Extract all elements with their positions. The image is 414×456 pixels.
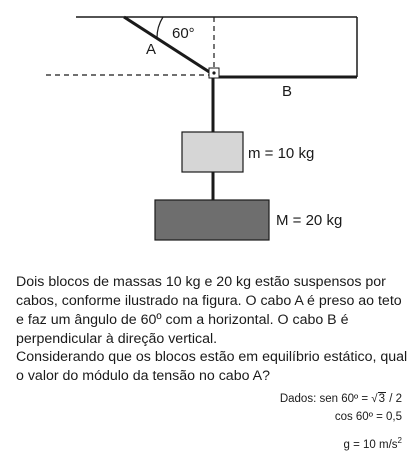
- given-cos-60: cos 60º = 0,5: [334, 411, 402, 423]
- given-sin-prefix: Dados: sen 60º =: [279, 393, 372, 405]
- sqrt-radicand: 3: [378, 393, 386, 405]
- given-gravity-exponent: 2: [397, 436, 402, 445]
- cable-a: [124, 17, 214, 75]
- given-gravity: [344, 436, 402, 451]
- block-small: [182, 132, 243, 172]
- block-large: [155, 200, 269, 240]
- cable-a-label: A: [146, 41, 157, 58]
- sqrt-symbol: √: [371, 393, 378, 405]
- knot-dot: [212, 71, 215, 74]
- cable-b-label: B: [282, 83, 293, 100]
- problem-paragraph-1: Dois blocos de massas 10 kg e 20 kg estão suspensos por cabos, conforme ilustrado na figura. O cabo A é preso ao teto e faz um ângulo de 60º com a horizontal. O cabo B é perpendicular à direção vertical.: [16, 274, 402, 347]
- angle-arc: [157, 17, 163, 38]
- block-small-label: m = 10 kg: [248, 145, 315, 162]
- block-large-label: M = 20 kg: [276, 212, 343, 229]
- given-sin-suffix: / 2: [386, 393, 402, 405]
- problem-paragraph-2: Considerando que os blocos estão em equilíbrio estático, qual o valor do módulo da tensão no cabo A?: [16, 349, 408, 384]
- given-gravity-text: g = 10 m/s: [343, 438, 398, 451]
- angle-label: 60°: [172, 25, 195, 42]
- given-sin-60: [280, 392, 402, 405]
